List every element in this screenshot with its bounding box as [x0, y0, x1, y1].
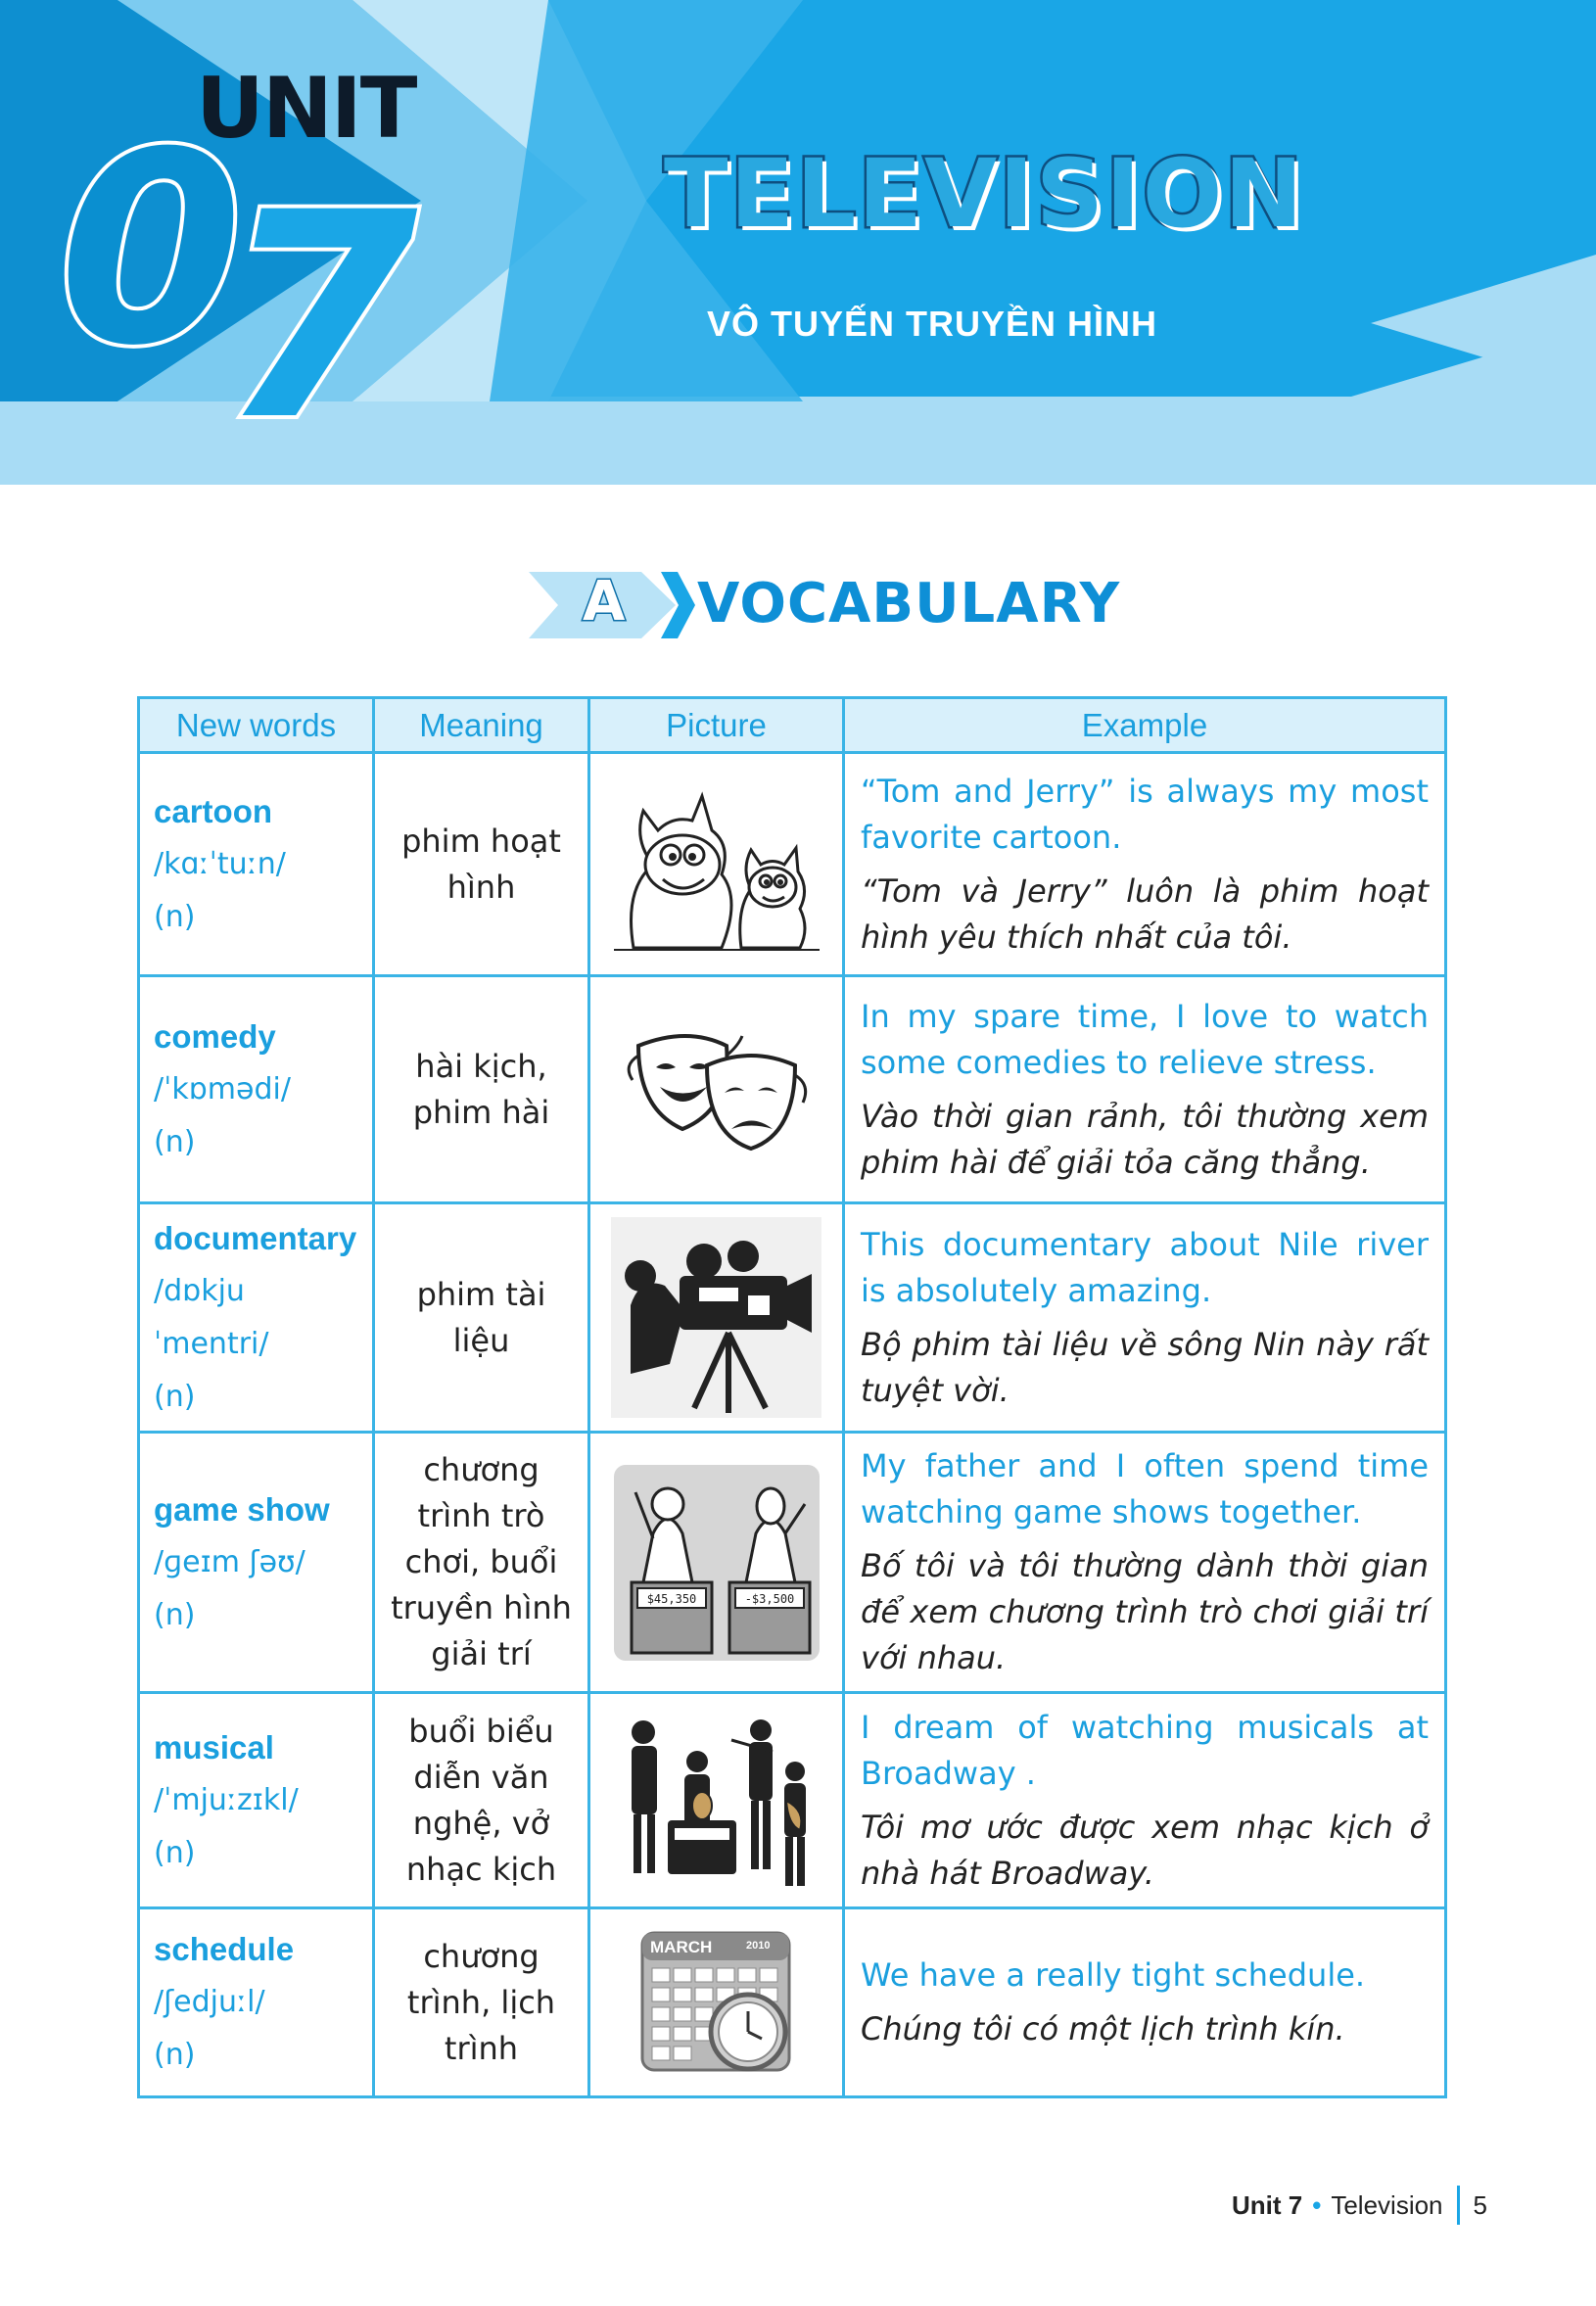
- example-english: In my spare time, I love to watch some comedies to relieve stress.: [861, 997, 1429, 1081]
- example-english: “Tom and Jerry” is always my most favorite cartoon.: [861, 772, 1429, 856]
- table-header-row: [139, 698, 1446, 753]
- word-term: schedule: [154, 1931, 295, 1967]
- unit-number-first-digit: 0: [59, 95, 243, 403]
- picture-cell: [589, 1433, 844, 1693]
- word-pronunciation: /kɑːˈtuːn/: [154, 846, 286, 881]
- table-row: [139, 1908, 1446, 2097]
- footer-topic-label: Television: [1331, 2189, 1443, 2220]
- meaning-cell: chương trình, lịch trình: [374, 1908, 589, 2097]
- musicians-band-icon: [614, 1703, 820, 1899]
- word-cell: [139, 1203, 374, 1433]
- meaning-cell: phim tài liệu: [374, 1203, 589, 1433]
- film-camera-icon: [611, 1217, 821, 1418]
- table-row: [139, 1203, 1446, 1433]
- example-vietnamese: Vào thời gian rảnh, tôi thường xem phim hài để giải tỏa căng thẳng.: [861, 1097, 1429, 1181]
- word-part-of-speech: (n): [154, 1124, 196, 1159]
- table-row: [139, 753, 1446, 976]
- example-cell: [844, 753, 1446, 976]
- example-vietnamese: Bộ phim tài liệu về sông Nin này rất tuyệt vời.: [861, 1325, 1429, 1409]
- example-vietnamese: Bố tôi và tôi thường dành thời gian để xem chương trình trò chơi giải trí với nhau.: [861, 1547, 1429, 1676]
- table-row: [139, 1693, 1446, 1908]
- table-row: [139, 976, 1446, 1203]
- page-footer: [1232, 2186, 1487, 2225]
- example-cell: [844, 976, 1446, 1203]
- word-term: documentary: [154, 1219, 357, 1256]
- word-term: musical: [154, 1728, 274, 1765]
- word-cell: [139, 753, 374, 976]
- word-part-of-speech: (n): [154, 1379, 196, 1414]
- example-english: This documentary about Nile river is absolutely amazing.: [861, 1225, 1429, 1309]
- unit-label: UNIT: [196, 60, 416, 158]
- meaning-cell: buổi biểu diễn văn nghệ, vở nhạc kịch: [374, 1693, 589, 1908]
- section-heading: [529, 566, 1121, 644]
- example-english: We have a really tight schedule.: [861, 1956, 1366, 1994]
- picture-cell: [589, 976, 844, 1203]
- column-header-example: Example: [844, 698, 1446, 753]
- calendar-year-label: 2010: [745, 1940, 770, 1952]
- word-cell: [139, 1908, 374, 2097]
- picture-cell: [589, 753, 844, 976]
- word-part-of-speech: (n): [154, 1597, 196, 1632]
- unit-banner: [0, 0, 1596, 490]
- unit-title: TELEVISION: [664, 139, 1305, 249]
- section-title: VOCABULARY: [697, 572, 1121, 635]
- score-right-label: -$3,500: [744, 1591, 794, 1606]
- example-english: I dream of watching musicals at Broadway .: [861, 1708, 1429, 1792]
- word-part-of-speech: (n): [154, 899, 196, 934]
- table-row: [139, 1433, 1446, 1693]
- word-part-of-speech: (n): [154, 1835, 196, 1870]
- word-cell: [139, 976, 374, 1203]
- example-cell: [844, 1908, 1446, 2097]
- word-term: cartoon: [154, 792, 273, 829]
- word-pronunciation: /ɡeɪm ʃəʊ/: [154, 1544, 305, 1579]
- picture-cell: [589, 1693, 844, 1908]
- unit-number-second-digit: 7: [220, 153, 418, 483]
- picture-cell: [589, 1203, 844, 1433]
- footer-divider: [1457, 2186, 1460, 2225]
- vocabulary-table: [137, 696, 1447, 2098]
- section-letter: A: [583, 570, 626, 634]
- footer-unit-label: Unit 7: [1232, 2189, 1303, 2220]
- theater-masks-icon: [619, 1026, 815, 1153]
- word-pronunciation: /ʃedjuːl/: [154, 1985, 265, 2019]
- example-cell: [844, 1203, 1446, 1433]
- footer-bullet: •: [1312, 2189, 1322, 2220]
- example-vietnamese: Tôi mơ ước được xem nhạc kịch ở nhà hát Broadway.: [861, 1808, 1429, 1892]
- page-number: 5: [1473, 2189, 1487, 2220]
- meaning-cell: chương trình trò chơi, buổi truyền hình giải trí: [374, 1433, 589, 1693]
- column-header-meaning: Meaning: [374, 698, 589, 753]
- picture-cell: [589, 1908, 844, 2097]
- unit-subtitle: VÔ TUYẾN TRUYỀN HÌNH: [707, 304, 1158, 344]
- calendar-month-label: MARCH: [649, 1938, 712, 1956]
- example-english: My father and I often spend time watching game shows together.: [861, 1447, 1429, 1530]
- example-cell: [844, 1433, 1446, 1693]
- example-vietnamese: “Tom và Jerry” luôn là phim hoạt hình yêu thích nhất của tôi.: [861, 871, 1429, 956]
- word-term: game show: [154, 1490, 330, 1528]
- word-part-of-speech: (n): [154, 2038, 196, 2072]
- game-show-contestants-icon: [614, 1465, 820, 1661]
- word-cell: [139, 1433, 374, 1693]
- example-vietnamese: Chúng tôi có một lịch trình kín.: [861, 2010, 1345, 2047]
- word-pronunciation: /dɒkjuˈmentri/: [154, 1273, 269, 1361]
- column-header-picture: Picture: [589, 698, 844, 753]
- meaning-cell: phim hoạt hình: [374, 753, 589, 976]
- word-term: comedy: [154, 1017, 276, 1055]
- meaning-cell: hài kịch, phim hài: [374, 976, 589, 1203]
- column-header-new-words: New words: [139, 698, 374, 753]
- calendar-clock-icon: [638, 1929, 795, 2076]
- score-left-label: $45,350: [646, 1591, 696, 1606]
- example-cell: [844, 1693, 1446, 1908]
- cat-and-mouse-cartoon-icon: [604, 772, 829, 958]
- word-pronunciation: /ˈmjuːzɪkl/: [154, 1782, 299, 1817]
- word-pronunciation: /ˈkɒmədi/: [154, 1071, 291, 1106]
- word-cell: [139, 1693, 374, 1908]
